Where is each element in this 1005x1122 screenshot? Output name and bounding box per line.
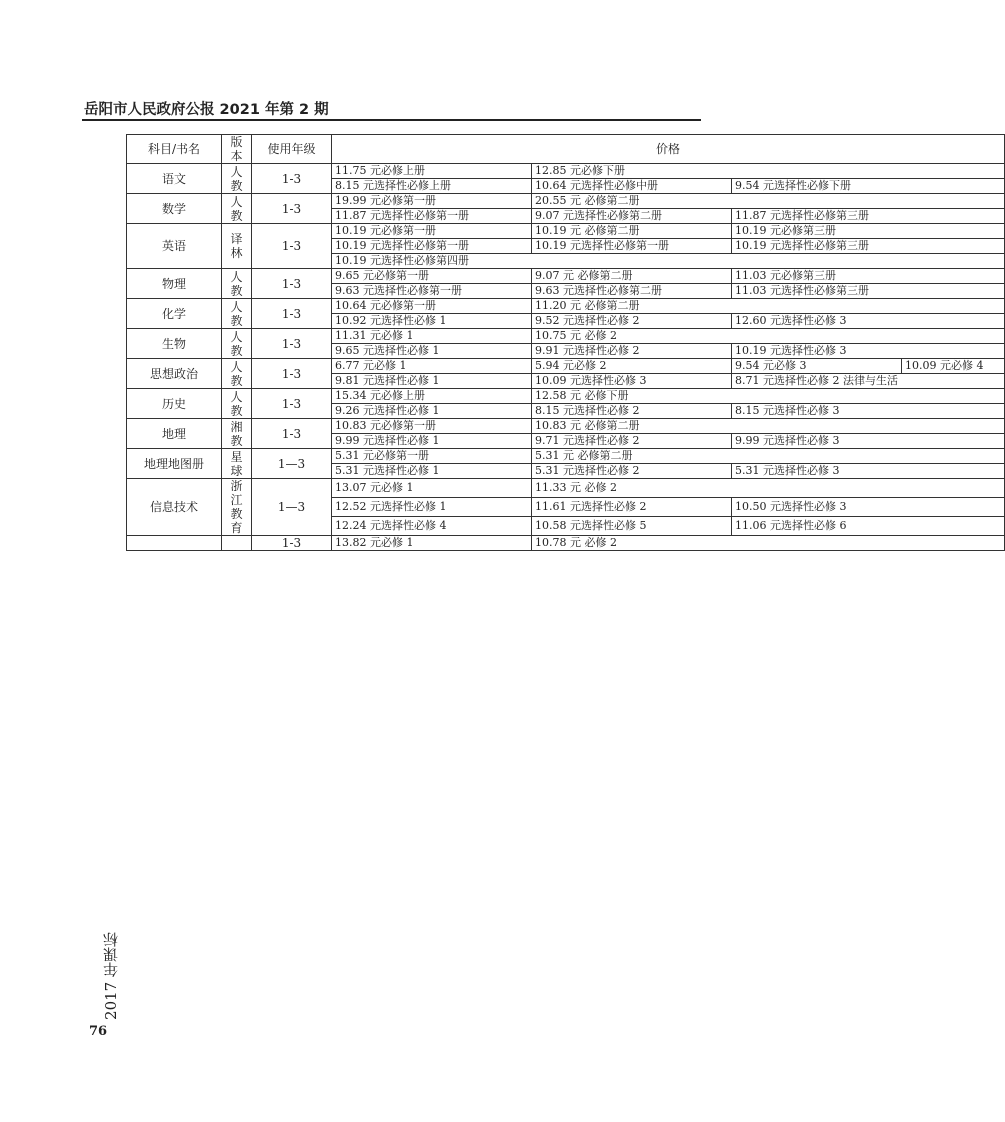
edition-cell: 人教 [222,194,252,224]
edition-cell: 湘教 [222,419,252,449]
edition-cell: 人教 [222,329,252,359]
subject-cell: 思想政治 [127,359,222,389]
subject-cell: 英语 [127,224,222,269]
price-cell: 9.99 元选择性必修 3 [732,434,1005,449]
subject-cell: 地理地图册 [127,449,222,479]
price-cell: 9.71 元选择性必修 2 [532,434,732,449]
table-row [127,194,1005,209]
edition-cell: 译林 [222,224,252,269]
price-cell: 15.34 元必修上册 [332,389,532,404]
price-cell: 11.20 元 必修第二册 [532,299,1005,314]
table-row [127,536,1005,551]
price-cell: 10.64 元必修第一册 [332,299,532,314]
subject-cell: 语文 [127,164,222,194]
price-cell: 5.31 元选择性必修 3 [732,464,1005,479]
price-cell: 11.31 元必修 1 [332,329,532,344]
col-price: 价格 [332,135,1005,164]
price-cell: 10.50 元选择性必修 3 [732,498,1005,517]
subject-cell: 生物 [127,329,222,359]
price-cell: 9.91 元选择性必修 2 [532,344,732,359]
edition-cell: 星球 [222,449,252,479]
price-cell: 9.54 元必修 3 [732,359,902,374]
price-cell: 9.52 元选择性必修 2 [532,314,732,329]
grade-cell: 1-3 [252,419,332,449]
table-row [127,419,1005,434]
price-cell: 9.07 元 必修第二册 [532,269,732,284]
price-cell: 9.54 元选择性必修下册 [732,179,1005,194]
grade-cell: 1-3 [252,194,332,224]
table-header-row [127,135,1005,164]
grade-cell: 1-3 [252,164,332,194]
price-cell: 20.55 元 必修第二册 [532,194,1005,209]
grade-cell: 1-3 [252,299,332,329]
price-cell: 12.52 元选择性必修 1 [332,498,532,517]
textbook-price-table [126,134,1004,550]
price-cell: 9.81 元选择性必修 1 [332,374,532,389]
edition-cell: 人教 [222,269,252,299]
price-cell: 10.83 元 必修第二册 [532,419,1005,434]
price-cell: 12.85 元必修下册 [532,164,1005,179]
price-cell: 5.31 元选择性必修 2 [532,464,732,479]
price-cell: 10.64 元选择性必修中册 [532,179,732,194]
price-cell: 10.19 元选择性必修第四册 [332,254,1005,269]
price-cell: 11.06 元选择性必修 6 [732,517,1005,536]
price-cell: 10.19 元选择性必修 3 [732,344,1005,359]
grade-cell: 1—3 [252,449,332,479]
price-cell: 11.61 元选择性必修 2 [532,498,732,517]
price-cell: 13.07 元必修 1 [332,479,532,498]
price-cell: 12.60 元选择性必修 3 [732,314,1005,329]
subject-cell: 地理 [127,419,222,449]
table-caption [90,140,130,1020]
page-number: 76 [89,1024,108,1039]
price-cell: 9.65 元选择性必修 1 [332,344,532,359]
price-cell: 11.87 元选择性必修第三册 [732,209,1005,224]
header-rule [82,119,701,121]
grade-cell: 1-3 [252,359,332,389]
edition-cell: 浙江教育 [222,479,252,536]
price-cell: 10.19 元必修第三册 [732,224,1005,239]
price-cell: 19.99 元必修第一册 [332,194,532,209]
price-cell: 6.77 元必修 1 [332,359,532,374]
table-row [127,224,1005,239]
price-cell: 12.58 元 必修下册 [532,389,1005,404]
price-cell: 5.31 元 必修第二册 [532,449,1005,464]
subject-cell: 物理 [127,269,222,299]
price-cell: 10.19 元 必修第二册 [532,224,732,239]
price-cell: 10.92 元选择性必修 1 [332,314,532,329]
price-cell: 10.58 元选择性必修 5 [532,517,732,536]
grade-cell: 1-3 [252,536,332,551]
table-row [127,389,1005,404]
price-cell: 9.63 元选择性必修第二册 [532,284,732,299]
running-header: 岳阳市人民政府公报 2021 年第 2 期 [84,102,329,118]
price-cell: 13.82 元必修 1 [332,536,532,551]
price-cell: 10.83 元必修第一册 [332,419,532,434]
price-cell: 5.31 元必修第一册 [332,449,532,464]
price-cell: 10.78 元 必修 2 [532,536,1005,551]
grade-cell: 1—3 [252,479,332,536]
table-row [127,269,1005,284]
price-cell: 5.31 元选择性必修 1 [332,464,532,479]
price-cell: 10.09 元必修 4 [902,359,1005,374]
subject-cell [127,536,222,551]
price-cell: 10.19 元必修第一册 [332,224,532,239]
table-row [127,164,1005,179]
price-cell: 11.03 元选择性必修第三册 [732,284,1005,299]
price-cell: 10.19 元选择性必修第一册 [532,239,732,254]
price-cell: 11.87 元选择性必修第一册 [332,209,532,224]
table-caption-text: 2017 年课标 [101,932,120,1020]
table-row [127,449,1005,464]
edition-cell [222,536,252,551]
subject-cell: 信息技术 [127,479,222,536]
col-grade: 使用年级 [252,135,332,164]
edition-cell: 人教 [222,359,252,389]
price-cell: 9.26 元选择性必修 1 [332,404,532,419]
price-cell: 10.19 元选择性必修第一册 [332,239,532,254]
price-cell: 8.71 元选择性必修 2 法律与生活 [732,374,1005,389]
price-cell: 10.09 元选择性必修 3 [532,374,732,389]
table-row [127,479,1005,498]
price-cell: 9.65 元必修第一册 [332,269,532,284]
grade-cell: 1-3 [252,389,332,419]
subject-cell: 化学 [127,299,222,329]
price-cell: 9.07 元选择性必修第二册 [532,209,732,224]
price-cell: 9.99 元选择性必修 1 [332,434,532,449]
price-cell: 10.75 元 必修 2 [532,329,1005,344]
edition-cell: 人教 [222,389,252,419]
price-cell: 11.33 元 必修 2 [532,479,1005,498]
price-cell: 11.03 元必修第三册 [732,269,1005,284]
price-cell: 10.19 元选择性必修第三册 [732,239,1005,254]
price-cell: 8.15 元选择性必修上册 [332,179,532,194]
price-cell: 12.24 元选择性必修 4 [332,517,532,536]
subject-cell: 历史 [127,389,222,419]
price-cell: 5.94 元必修 2 [532,359,732,374]
col-subject: 科目/书名 [127,135,222,164]
price-cell: 9.63 元选择性必修第一册 [332,284,532,299]
table-row [127,329,1005,344]
table-row [127,359,1005,374]
col-edition: 版本 [222,135,252,164]
grade-cell: 1-3 [252,224,332,269]
grade-cell: 1-3 [252,329,332,359]
table-row [127,299,1005,314]
edition-cell: 人教 [222,164,252,194]
edition-cell: 人教 [222,299,252,329]
subject-cell: 数学 [127,194,222,224]
price-cell: 8.15 元选择性必修 2 [532,404,732,419]
grade-cell: 1-3 [252,269,332,299]
price-cell: 8.15 元选择性必修 3 [732,404,1005,419]
price-cell: 11.75 元必修上册 [332,164,532,179]
